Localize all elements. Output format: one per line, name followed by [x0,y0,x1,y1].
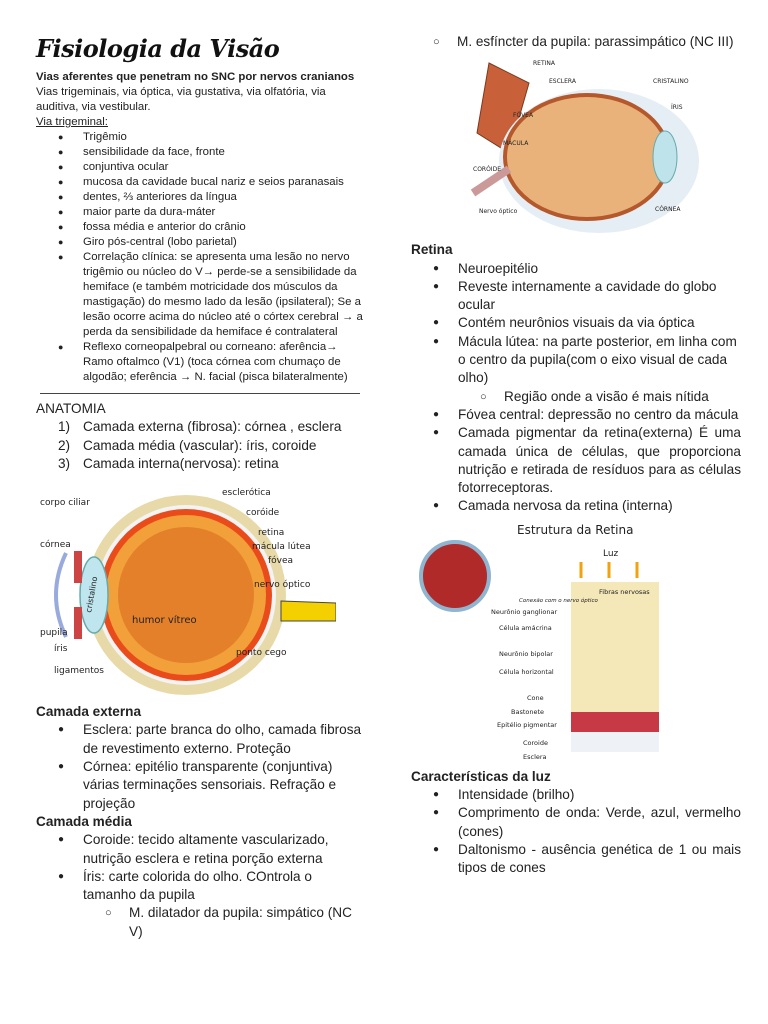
cornea-shape [56,553,66,637]
list-item: 2) Camada média (vascular): íris, coroide [58,437,317,453]
camada-externa-list [36,721,366,812]
list-item: ● Comprimento de onda: Verde, azul, vermelho (cones) [411,804,741,841]
cristalino-label: CRISTALINO [653,78,689,86]
amacrina-label: Célula amácrina [499,623,552,632]
sclera-band [571,732,659,752]
retina-list-2 [411,406,741,516]
list-item: ● Reveste internamente a cavidade do globo ocular [411,278,741,315]
anatomia-heading: ANATOMIA [36,401,106,416]
left-column [36,0,366,941]
list-item: ● Coroide: tecido altamente vascularizado, nutrição esclera e retina porção externa [36,831,366,868]
coroide-label: CORÓIDE [473,166,501,174]
list-item: ● Mácula lútea: na parte posterior, em linha com o centro da pupila(com o eixo visual de cada olho) [411,333,741,388]
bipolar-label: Neurônio bipolar [499,649,553,658]
via-trigeminal-label: Via trigeminal: [36,116,108,128]
anatomia-list [36,418,366,473]
nervo-label: Nervo óptico [479,208,518,216]
iris-bottom-shape [74,607,82,639]
retina-layers-bg [571,582,659,732]
list-item: ● Fóvea central: depressão no centro da mácula [411,406,741,424]
list-item: ● Camada nervosa da retina (interna) [411,497,741,515]
iris-label: ÍRIS [671,104,683,112]
list-item: ● Camada pigmentar da retina(externa) É uma camada única de células, que proporciona nutrição e retirada de resíduos para as células fotorreceptoras. [411,424,741,497]
lens-shape [653,131,677,183]
list-item: ● Neuroepitélio [411,260,741,278]
ganglionar-label: Neurônio ganglionar [491,607,558,616]
camada-externa-heading: Camada externa [36,704,142,720]
list-item: ● Daltonismo - ausência genética de 1 ou mais tipos de cones [411,841,741,878]
list-item: ● mucosa da cavidade bucal nariz e seios paranasais [36,175,366,190]
fovea-label: FÓVEA [513,112,534,120]
retina-label: retina [258,528,285,539]
ligamentos-label: ligamentos [54,666,104,677]
list-item: ● sensibilidade da face, fronte [36,145,366,160]
intro-text: Vias trigeminais, via óptica, via gustativa, via olfatória, via auditiva, via vestibular. [36,86,326,113]
esclera-label: Esclera [523,752,547,761]
optic-nerve-shape [281,601,336,621]
list-item: 3) Camada interna(nervosa): retina [58,455,279,471]
list-item: ● dentes, ⅔ anteriores da língua [36,190,366,205]
cornea-label: córnea [40,540,71,551]
camada-media-sublist [36,904,366,941]
esfincter-sublist [364,33,741,51]
list-item: ● conjuntiva ocular [36,160,366,175]
camada-media-heading: Camada média [36,813,132,829]
intro-heading: Vias aferentes que penetram no SNC por nervos cranianos [36,71,355,83]
macula-label: MÁCULA [503,140,529,148]
coroide-label: coróide [246,508,280,519]
retina-list [411,260,741,388]
iris-label: íris [54,644,68,655]
trigeminal-list [36,130,366,385]
corpo-ciliar-label: corpo ciliar [40,498,90,509]
retina-structure-diagram [419,520,659,764]
eye-section-diagram [469,53,709,237]
camada-media-list [36,831,366,904]
bastonete-label: Bastonete [511,707,545,716]
fibras-label: Fibras nervosas [599,587,650,596]
retina-sublist [411,388,741,406]
macula-label: mácula lútea [252,542,311,553]
pigmentar-label: Epitélio pigmentar [497,720,557,729]
conexao-label: Conexão com o nervo óptico [519,597,598,604]
list-item: ○ M. esfíncter da pupila: parassimpático (NC III) [364,33,741,51]
ponto-cego-label: ponto cego [236,648,287,659]
list-item: ● Íris: carte colorida do olho. COntrola o tamanho da pupila [36,868,366,905]
list-item: ● maior parte da dura-máter [36,205,366,220]
luz-heading: Características da luz [411,768,551,784]
list-item: ● Giro pós-central (lobo parietal) [36,235,366,250]
list-item: ● Córnea: epitélio transparente (conjuntiva) várias terminações sensoriais. Refração e projeção [36,758,366,813]
list-item: ○ M. dilatador da pupila: simpático (NC V) [36,904,366,941]
section-divider [40,393,360,394]
luz-list [411,786,741,877]
esclerotica-label: esclerótica [222,488,271,499]
pupila-label: pupila [40,628,68,639]
choroid-band [571,712,659,732]
list-item: ● Trigêmio [36,130,366,145]
eye-anatomy-diagram [36,483,336,695]
nervo-optico-label: nervo óptico [254,580,311,591]
humor-vitreo-label: humor vítreo [132,615,197,627]
right-column [411,0,741,878]
list-item: ○ Região onde a visão é mais nítida [411,388,741,406]
list-item: ● Reflexo corneopalpebral ou corneano: aferência→ Ramo oftalmco (V1) (toca córnea com chumaço de algodão; eferência → N. facial (pisca bilateralmente) [36,340,366,385]
cone-label: Cone [527,693,544,702]
list-item: 1) Camada externa (fibrosa): córnea , esclera [58,419,342,435]
page-title: Fisiologia da Visão [36,34,280,63]
list-item: ● fossa média e anterior do crânio [36,220,366,235]
list-item: ● Correlação clínica: se apresenta uma lesão no nervo trigêmio ou núcleo do V→ perde-se a sensibilidade da hemiface (e também motricidade dos músculos da mastigação) do mesmo lado da lesão (ipsilateral); Se a lesão ocorre acima do núcleo até o córtex cerebral → a perda da sensibilidade da hemiface é contralateral [36,250,366,340]
fovea-label: fóvea [268,556,294,567]
horizontal-label: Célula horizontal [499,667,554,676]
list-item: ● Contém neurônios visuais da via óptica [411,314,741,332]
retina-label: RETINA [533,60,555,68]
retina-heading: Retina [411,242,453,258]
list-item: ● Esclera: parte branca do olho, camada fibrosa de revestimento externo. Proteção [36,721,366,758]
luz-label: Luz [603,548,619,559]
list-item: ● Intensidade (brilho) [411,786,741,804]
eye-circle-shape [421,542,489,610]
iris-top-shape [74,551,82,583]
coroide-label: Coroide [523,738,548,747]
cornea-label: CÓRNEA [655,206,681,214]
cristalino-label: cristalino [84,575,100,614]
vitreous-shape [118,527,254,663]
retina-diagram-title: Estrutura da Retina [517,522,634,537]
esclera-label: ESCLERA [549,78,576,86]
